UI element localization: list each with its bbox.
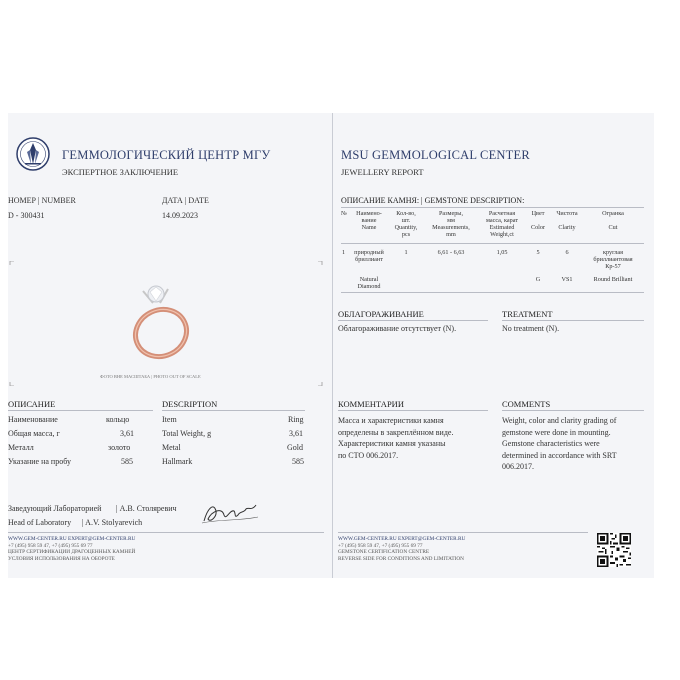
photo-caption: ФОТО ВНЕ МАСШТАБА | PHOTO OUT OF SCALE [100,374,201,379]
row-label-ru: Наименование [8,415,58,424]
head-name-en: | A.V. Stolyarevich [82,518,143,527]
treatment-text-en: No treatment (N). [502,324,560,333]
row-label-en: Metal [162,443,181,452]
row-value-en: 3,61 [289,429,303,438]
row-clarity-ru: 6 [565,249,569,256]
comments-title-en: COMMENTS [502,399,551,409]
row-color-ru: 5 [536,249,540,256]
col-size: Размеры, мм Measurements, mm [432,210,470,238]
head-title-ru: Заведующий Лабораторией [8,504,102,513]
row-qty: 1 [404,249,408,256]
head-name-ru: | А.В. Столяревич [116,504,177,513]
col-cut: Огранка Cut [602,210,624,231]
col-clarity: Чистота Clarity [556,210,578,231]
row-value-ru: кольцо [106,415,130,424]
rule [341,292,644,293]
treatment-title-en: TREATMENT [502,309,553,319]
footer-phones: +7 (495) 958 59 47, +7 (495) 955 69 77 [8,542,93,549]
enhancement-text-ru: Облагораживание отсутствует (N). [338,324,457,333]
lab-title-en: MSU GEMMOLOGICAL CENTER [341,148,530,162]
footer-left [8,536,135,562]
comments-text-en: Weight, color and clarity grading of gemstone were done in mounting. Gemstone characteristics were determined in accordance with SRT 006.2017. [502,416,617,471]
footer-contacts: WWW.GEM-CENTER.RU EXPERT@GEM-CENTER.RU [338,536,466,542]
rule [338,320,488,321]
footer-contacts: WWW.GEM-CENTER.RU EXPERT@GEM-CENTER.RU [8,536,136,542]
rule [338,410,488,411]
rule [341,243,644,244]
lab-title-ru: ГЕММОЛОГИЧЕСКИЙ ЦЕНТР МГУ [62,148,271,162]
col-name: Наимено- вание Name [356,210,382,231]
row-value-en: Gold [287,443,303,452]
comments-title-ru: КОММЕНТАРИИ [338,399,404,409]
enhancement-title-ru: ОБЛАГОРАЖИВАНИЕ [338,309,424,319]
col-qty: Кол-во, шт. Quantity, pcs [394,210,418,238]
row-value-ru: 585 [121,457,133,466]
head-title-en: Head of Laboratory [8,518,72,527]
description-title-ru: ОПИСАНИЕ [8,399,56,409]
footer-centre: ЦЕНТР СЕРТИФИКАЦИИ ДРАГОЦЕННЫХ КАМНЕЙ [8,549,136,556]
signature-icon [200,497,260,529]
row-clarity-en: VS1 [561,276,573,283]
row-color-en: G [535,276,541,283]
row-label-ru: Указание на пробу [8,457,71,466]
ring-photo [8,261,324,386]
footer-conditions: REVERSE SIDE FOR CONDITIONS AND LIMITATION [338,555,464,562]
qr-code-icon [597,533,631,567]
row-name-en: Natural Diamond [357,276,381,290]
row-size: 6,61 - 6,63 [437,249,465,256]
description-title-en: DESCRIPTION [162,399,218,409]
row-num: 1 [342,249,346,256]
row-weight: 1,05 [496,249,508,256]
number-label: НОМЕР | NUMBER [8,196,76,205]
date-value: 14.09.2023 [162,211,198,220]
row-label-ru: Металл [8,443,34,452]
col-weight: Расчетная масса, карат Estimated Weight,ct [485,210,519,238]
rule [8,410,153,411]
row-label-en: Hallmark [162,457,193,466]
row-cut-ru: круглая бриллиантовая Кр-57 [593,249,633,270]
footer-centre: GEMSTONE CERTIFICATION CENTRE [338,549,430,556]
row-name-ru: природный бриллиант [354,249,384,263]
row-value-ru: 3,61 [120,429,134,438]
comments-text-ru: Масса и характеристики камня определены в закреплённом виде. Характеристики камня указаны по СТО 006.2017. [338,416,454,460]
certificate-sheet [8,113,654,578]
col-num: № [341,210,347,217]
row-cut-en: Round Brilliant [593,276,633,283]
rule [341,207,644,208]
rule [502,410,644,411]
row-value-en: 585 [292,457,304,466]
row-label-en: Total Weight, g [162,429,212,438]
gemstone-title: ОПИСАНИЕ КАМНЯ: | GEMSTONE DESCRIPTION: [341,196,525,205]
row-value-en: Ring [288,415,304,424]
row-value-ru: золото [108,443,131,452]
center-divider [332,113,333,578]
footer-phones: +7 (495) 958 59 47, +7 (495) 955 69 77 [338,542,423,549]
row-label-en: Item [162,415,177,424]
date-label: ДАТА | DATE [162,196,209,205]
row-label-ru: Общая масса, г [8,429,60,438]
rule [502,320,644,321]
number-value: D - 300431 [8,211,45,220]
report-subtitle-ru: ЭКСПЕРТНОЕ ЗАКЛЮЧЕНИЕ [62,167,179,177]
footer-rule [8,532,324,533]
rule [162,410,305,411]
footer-conditions: УСЛОВИЯ ИСПОЛЬЗОВАНИЯ НА ОБОРОТЕ [8,555,115,562]
report-subtitle-en: JEWELLERY REPORT [341,167,424,177]
msu-emblem-icon [16,137,50,171]
footer-right [338,536,465,562]
footer-rule [338,532,588,533]
col-color: Цвет Color [530,210,546,231]
